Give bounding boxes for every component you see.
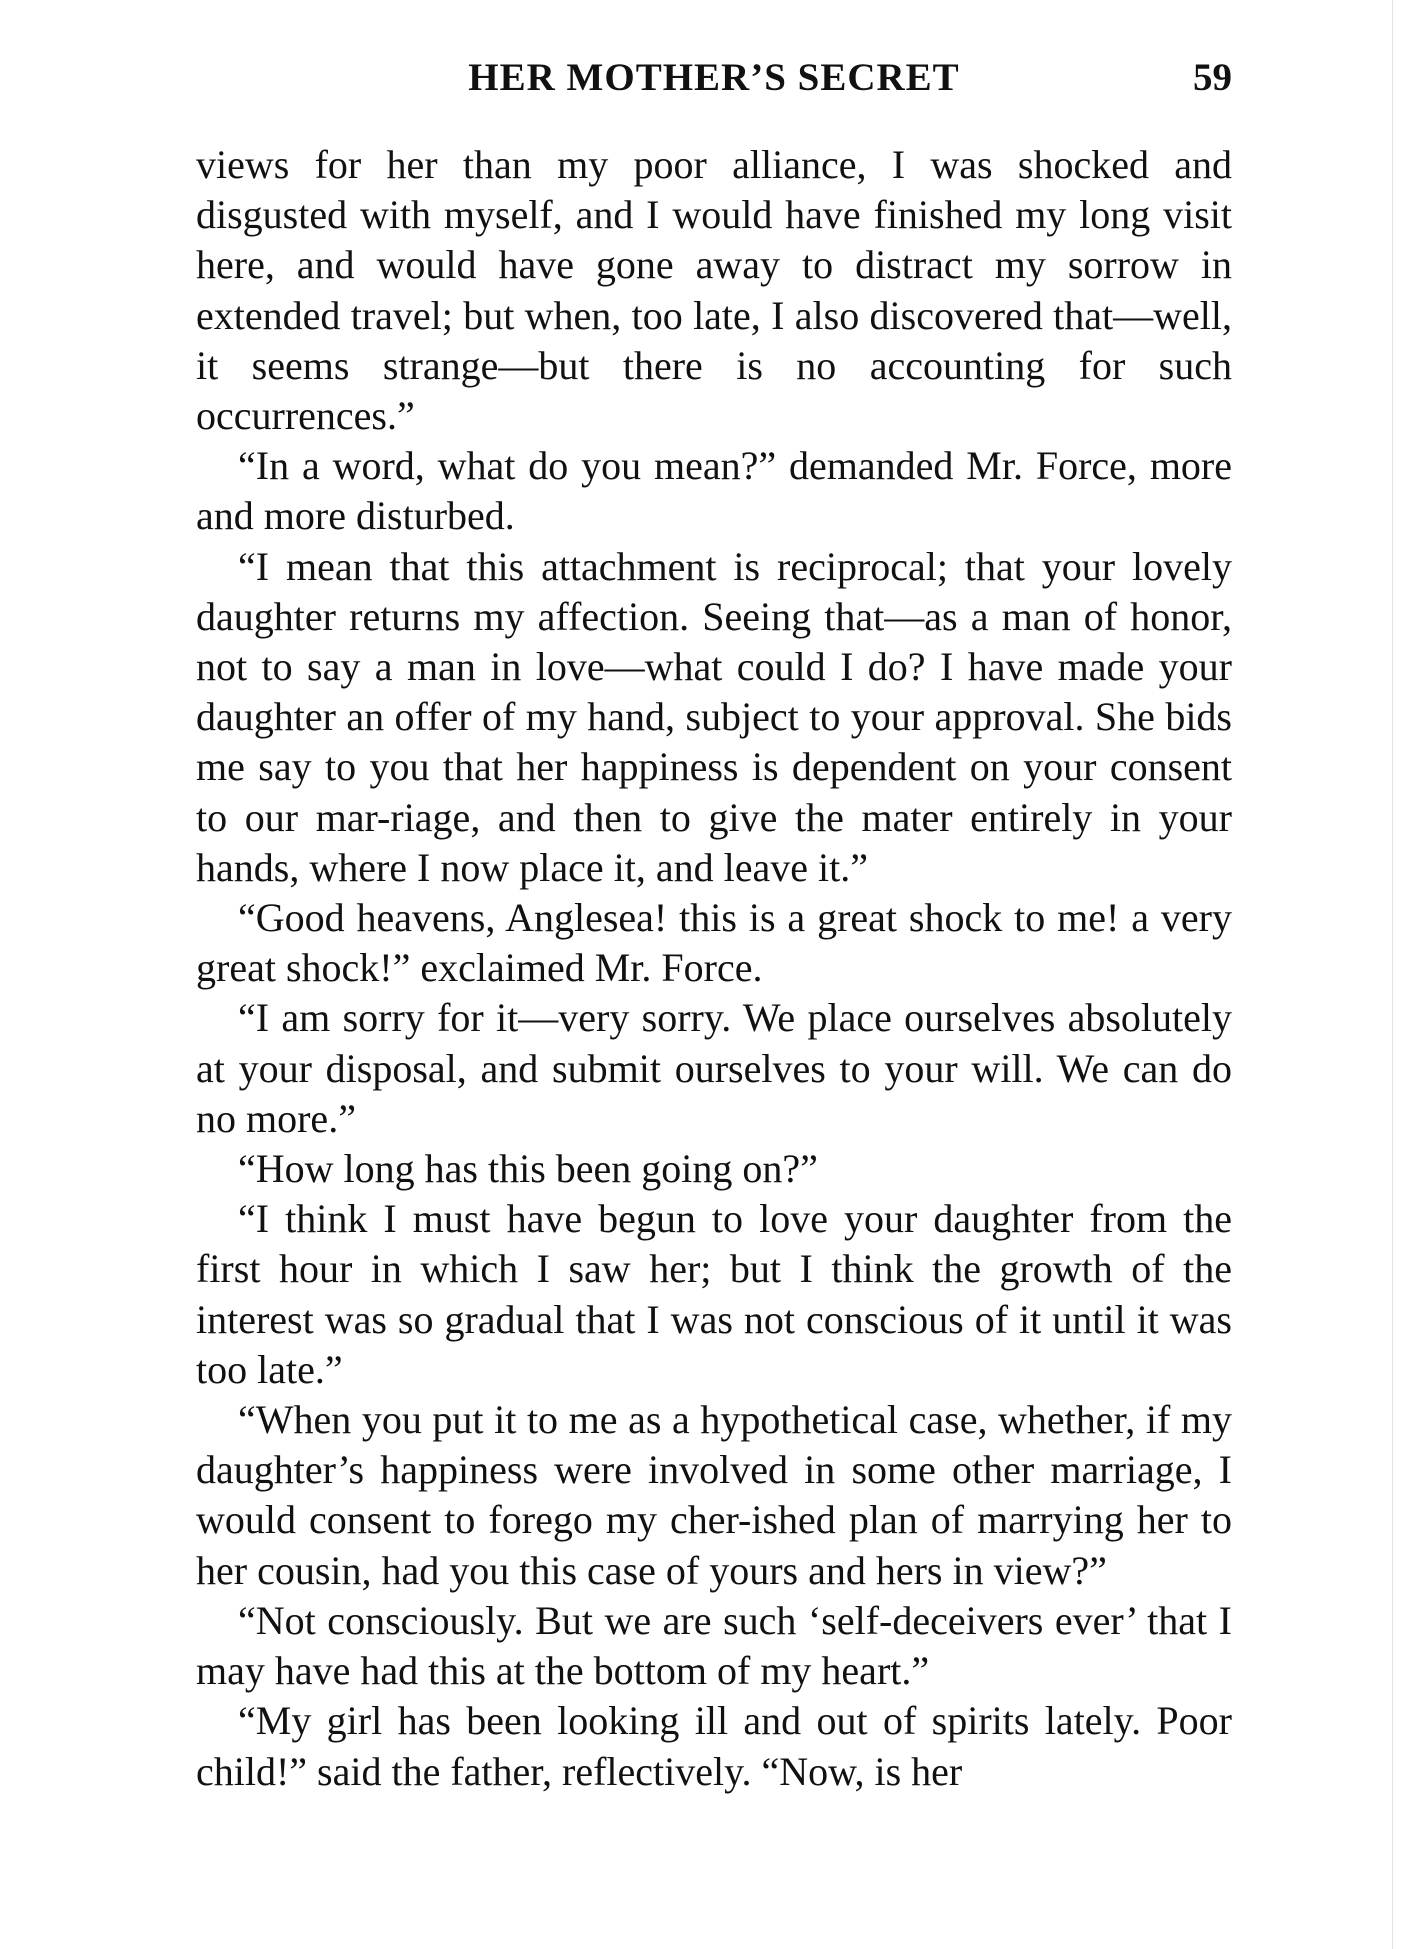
running-title: HER MOTHER’S SECRET [468,56,960,99]
running-head [196,48,1232,108]
paragraph: “In a word, what do you mean?” demanded Mr. Force, more and more disturbed. [196,443,1232,539]
paragraph: “I am sorry for it—very sorry. We place ourselves absolutely at your disposal, and submit ourselves to your will. We can do no more.” [196,995,1232,1141]
paragraph: “Not consciously. But we are such ‘self-deceivers ever’ that I may have had this at the bottom of my heart.” [196,1597,1232,1694]
paragraph: “When you put it to me as a hypothetical case, whether, if my daughter’s happiness were involved in some other marriage, I would consent to forego my cher-ished plan of marrying her to her cousin, had you this case of yours and hers in view?” [196,1397,1232,1593]
paragraph: “How long has this been going on?” [238,1146,818,1192]
book-page [196,48,1232,1797]
paragraph: “Good heavens, Anglesea! this is a great shock to me! a very great shock!” exclaimed Mr. Force. [196,895,1232,991]
paragraph: “I mean that this attachment is reciprocal; that your lovely daughter returns my affection. Seeing that—as a man of honor, not to say a man in love—what could I do? I have made your daughter an offer of my hand, subject to your approval. She bids me say to you that her happiness is dependent on your consent to our mar-riage, and then to give the mater entirely in your hands, where I now place it, and leave it.” [196,543,1232,890]
page-number: 59 [1193,56,1232,99]
paragraph: “I think I must have begun to love your daughter from the first hour in which I saw her; but I think the growth of the interest was so gradual that I was not conscious of it until it was too late.” [196,1196,1232,1392]
page-edge-line [1392,0,1393,1949]
paragraph: “My girl has been looking ill and out of spirits lately. Poor child!” said the father, reflectively. “Now, is her [196,1698,1232,1794]
paragraph-continuation: views for her than my poor alliance, I was shocked and disgusted with myself, and I would have finished my long visit here, and would have gone away to distract my sorrow in extended travel; but when, too late, I also discovered that—well, it seems strange—but there is no accounting for such occurrences.” [196,142,1232,439]
body-text [196,140,1232,1797]
